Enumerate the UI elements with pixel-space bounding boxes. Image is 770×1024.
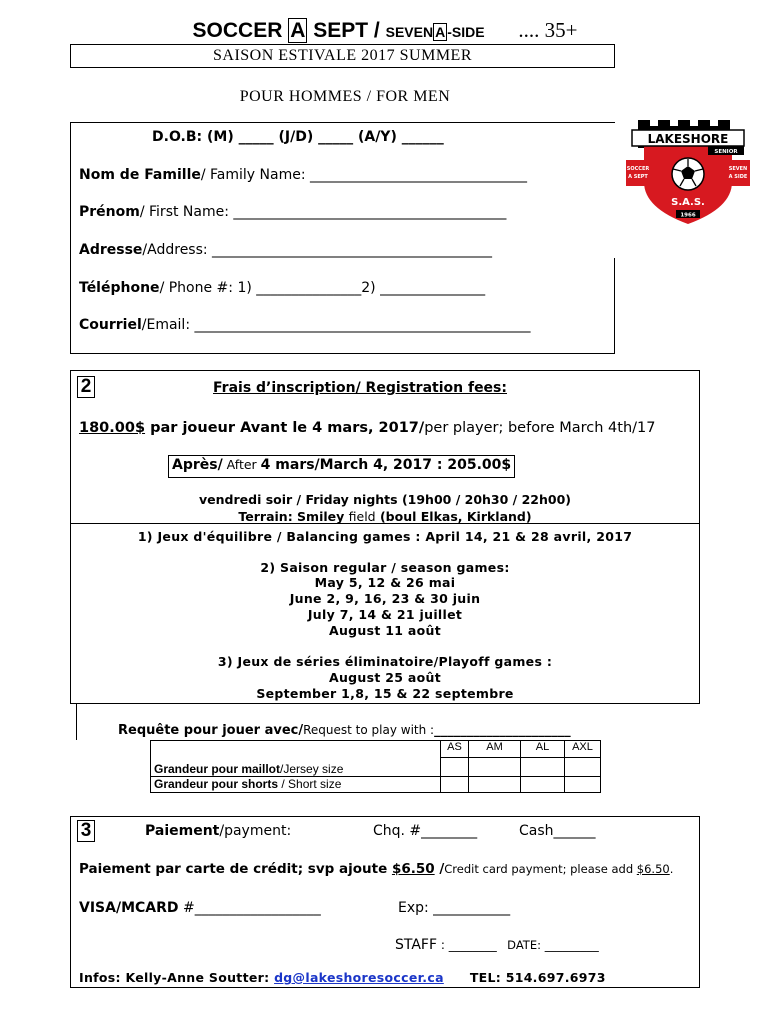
season-games-title: 2) Saison regular / season games:	[260, 560, 510, 575]
first-name-label: Prénom	[79, 204, 140, 220]
fees-heading: Frais d’inscription/ Registration fees:	[213, 380, 507, 396]
card-expiry-field[interactable]: Exp: ___________	[398, 900, 511, 916]
staff-input[interactable]: : ________	[437, 938, 497, 952]
season-games-july: July 7, 14 & 21 juillet	[307, 607, 463, 622]
staff-label: STAFF	[395, 937, 438, 953]
playoff-games-september: September 1,8, 15 & 22 septembre	[256, 686, 514, 701]
payment-label-en: /payment:	[219, 823, 292, 839]
early-fee-text-fr: par joueur Avant le 4 mars, 2017/	[145, 420, 425, 436]
late-fee	[168, 455, 515, 478]
jersey-am-cell[interactable]	[469, 758, 521, 777]
card-number-label: VISA/MCARD	[79, 900, 179, 916]
shorts-as-cell[interactable]	[441, 776, 469, 792]
play-with-label-fr: Requête pour jouer avec/	[118, 723, 304, 738]
contact-email-link[interactable]: dg@lakeshoresoccer.ca	[274, 970, 444, 985]
card-fee-text-en: Credit card payment; please add	[444, 862, 637, 876]
play-with-request[interactable]	[118, 723, 571, 738]
early-fee-amount: 180.00$	[79, 420, 146, 436]
early-fee	[79, 420, 655, 436]
card-fee-period: .	[669, 862, 674, 876]
card-fee-note	[79, 861, 673, 877]
field-word: field	[348, 509, 376, 524]
season-games-june: June 2, 9, 16, 23 & 30 juin	[289, 591, 481, 606]
shorts-size-row	[151, 776, 601, 792]
field-location	[70, 509, 700, 524]
lakeshore-logo	[624, 118, 752, 228]
title-boxed-a-2: A	[435, 24, 446, 40]
address-input[interactable]: /Address: ________________________________________	[142, 242, 493, 258]
logo-club-name: LAKESHORE	[647, 132, 729, 146]
form-title	[0, 18, 770, 43]
season-banner: SAISON ESTIVALE 2017 SUMMER	[70, 44, 615, 68]
size-header-row	[151, 741, 601, 758]
staff-field[interactable]	[395, 937, 599, 953]
logo-right-a: SEVEN	[728, 166, 748, 172]
shorts-size-label-fr: Grandeur pour shorts	[154, 777, 279, 791]
card-number-field[interactable]	[79, 900, 321, 916]
playoff-games-title: 3) Jeux de séries éliminatoire/Playoff games :	[217, 654, 553, 669]
email-field[interactable]	[79, 317, 531, 333]
size-header-blank	[151, 741, 441, 758]
season-games-may: May 5, 12 & 26 mai	[314, 575, 456, 590]
field-label: Terrain: Smiley	[238, 509, 349, 524]
card-fee-amount-en: $6.50	[636, 862, 670, 876]
address-label: Adresse	[79, 242, 143, 258]
card-fee-text-fr: Paiement par carte de crédit; svp ajoute	[79, 861, 392, 877]
logo-left-b: A SEPT	[628, 174, 648, 180]
logo-right-b: A SIDE	[728, 174, 748, 180]
card-fee-slash: /	[434, 861, 445, 877]
shorts-size-label-en: / Short size	[278, 777, 342, 791]
jersey-size-row	[151, 758, 601, 777]
field-address: (boul Elkas, Kirkland)	[375, 509, 532, 524]
jersey-as-cell[interactable]	[441, 758, 469, 777]
card-fee-amount: $6.50	[391, 861, 435, 877]
card-number-input[interactable]: #__________________	[178, 900, 321, 916]
request-border	[76, 704, 77, 740]
family-name-field[interactable]	[79, 167, 527, 183]
size-col-am: AM	[469, 741, 521, 758]
size-table	[150, 740, 601, 793]
age-category: .... 35+	[518, 18, 578, 42]
jersey-al-cell[interactable]	[521, 758, 565, 777]
shorts-size-label	[151, 776, 441, 792]
contact-info	[79, 970, 606, 985]
cash-field[interactable]: Cash______	[519, 823, 596, 839]
late-fee-label-en: After	[222, 457, 261, 472]
late-fee-amount: 4 mars/March 4, 2017 : 205.00$	[260, 457, 512, 473]
payment-label	[145, 823, 291, 839]
play-with-input[interactable]: _____________________	[434, 723, 571, 738]
cheque-field[interactable]: Chq. #________	[373, 823, 478, 839]
balancing-games: 1) Jeux d'équilibre / Balancing games : April 14, 21 & 28 avril, 2017	[137, 529, 633, 544]
logo-year: 1966	[680, 212, 696, 219]
email-input[interactable]: /Email: ________________________________________________	[141, 317, 531, 333]
playoff-games-august: August 25 août	[328, 670, 442, 685]
season-games-august: August 11 août	[328, 623, 442, 638]
contact-phone: TEL: 514.697.6973	[469, 970, 606, 985]
first-name-input[interactable]: / First Name: _______________________________________	[139, 204, 507, 220]
shorts-al-cell[interactable]	[521, 776, 565, 792]
phone-field[interactable]	[79, 280, 485, 296]
logo-left-a: SOCCER	[626, 166, 650, 172]
first-name-field[interactable]	[79, 204, 506, 220]
phone-input[interactable]: / Phone #: 1) _______________2) _______________	[159, 280, 486, 296]
title-boxed-a: A	[290, 19, 306, 42]
size-col-al: AL	[521, 741, 565, 758]
email-label: Courriel	[79, 317, 142, 333]
dob-field[interactable]: D.O.B: (M) _____ (J/D) _____ (A/Y) ______	[152, 129, 444, 145]
late-fee-label-fr: Après/	[172, 457, 223, 473]
date-label: DATE:	[507, 938, 541, 952]
section-number-2: 2	[77, 376, 95, 398]
shorts-axl-cell[interactable]	[565, 776, 601, 792]
phone-label: Téléphone	[79, 280, 160, 296]
address-field[interactable]	[79, 242, 492, 258]
size-col-as: AS	[441, 741, 469, 758]
payment-label-fr: Paiement	[145, 823, 220, 839]
section-number-3: 3	[77, 820, 95, 842]
contact-name: Infos: Kelly-Anne Soutter:	[79, 970, 275, 985]
division-label: POUR HOMMES / FOR MEN	[239, 88, 451, 105]
family-name-input[interactable]: / Family Name: _______________________________	[200, 167, 527, 183]
play-with-label-en: Request to play with :	[303, 723, 435, 737]
title-soccer: SOCCER	[192, 19, 283, 42]
game-nights: vendredi soir / Friday nights (19h00 / 20h30 / 22h00)	[199, 492, 571, 507]
size-col-axl: AXL	[565, 741, 601, 758]
early-fee-text-en: per player; before March 4th/17	[424, 420, 656, 436]
title-side: -SIDE	[447, 24, 485, 40]
logo-senior: SENIOR	[714, 149, 738, 155]
jersey-size-label-en: /Jersey size	[280, 761, 344, 776]
jersey-axl-cell[interactable]	[565, 758, 601, 777]
title-seven: SEVEN	[385, 24, 434, 40]
family-name-label: Nom de Famille	[79, 167, 201, 183]
date-input[interactable]: _________	[540, 938, 599, 952]
title-sept: SEPT /	[313, 19, 380, 42]
jersey-size-label-fr: Grandeur pour maillot	[154, 761, 281, 776]
section-border	[614, 258, 615, 354]
logo-sas: S.A.S.	[671, 197, 705, 208]
shorts-am-cell[interactable]	[469, 776, 521, 792]
jersey-size-label	[151, 758, 441, 777]
